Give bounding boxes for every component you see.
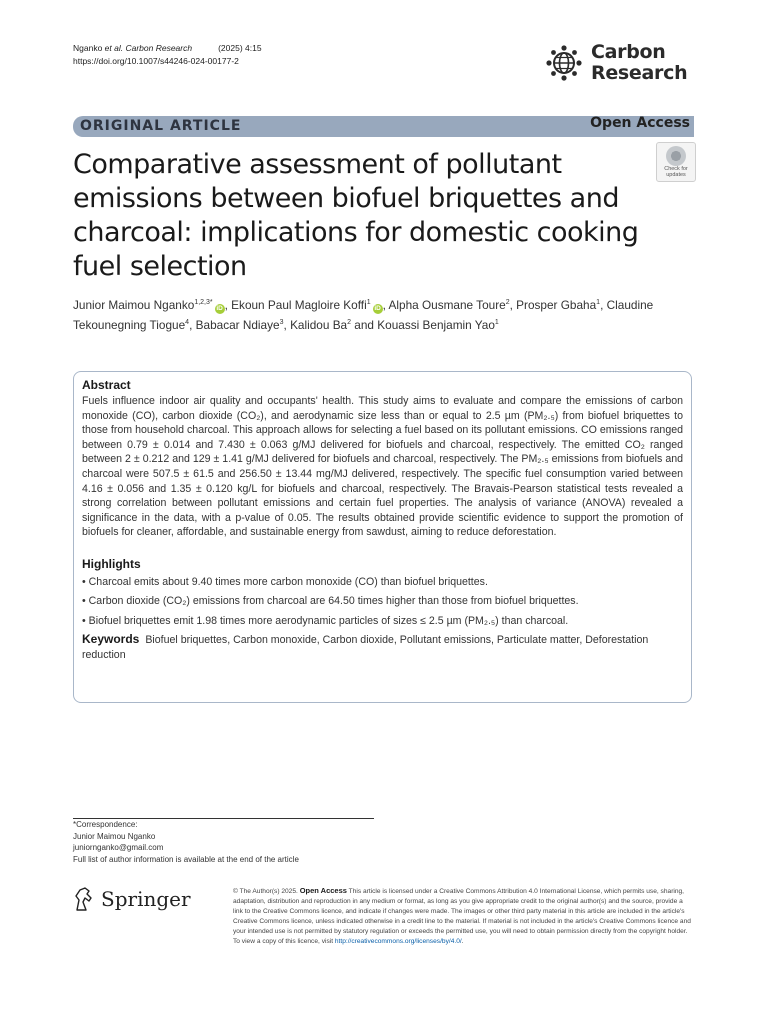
globe-network-icon — [546, 45, 582, 81]
journal-authors: Nganko — [73, 43, 105, 53]
highlights-section — [82, 556, 683, 632]
journal-name: et al. Carbon Research — [104, 43, 193, 53]
keywords-text: Biofuel briquettes, Carbon monoxide, Carbon dioxide, Pollutant emissions, Particulate matter, Deforestation reduction — [82, 634, 649, 662]
publisher-logo — [73, 886, 191, 912]
author-separator: , — [189, 318, 196, 332]
author-name: Junior Maimou Nganko — [73, 298, 195, 312]
author-affiliation: 1 — [596, 299, 601, 307]
journal-logo — [546, 42, 687, 84]
author-separator: , — [224, 298, 232, 312]
keywords-heading: Keywords — [82, 632, 140, 647]
author-affiliation: 3 — [279, 319, 284, 327]
author-name: Kouassi Benjamin Yao — [377, 318, 495, 332]
author-separator: , — [600, 298, 607, 312]
author-separator: , — [382, 298, 389, 312]
license-link[interactable]: http://creativecommons.org/licenses/by/4.0/ — [334, 938, 462, 945]
citation-line — [73, 42, 262, 55]
author-affiliation: 4 — [185, 319, 190, 327]
highlight-item: • Charcoal emits about 9.40 times more carbon monoxide (CO) than biofuel briquettes. — [82, 575, 488, 588]
author-affiliation: 2 — [347, 319, 352, 327]
author-separator: and — [351, 318, 378, 332]
corresponding-email[interactable]: juniornganko@gmail.com — [73, 843, 164, 852]
corresponding-author: Junior Maimou Nganko — [73, 831, 156, 841]
author-affiliation: 1 — [494, 319, 499, 327]
author-name: Ekoun Paul Magloire Koffi — [231, 298, 367, 312]
author-name: Kalidou Ba — [290, 318, 348, 332]
author-affiliation: 1,2,3* — [194, 299, 213, 307]
author-name: Babacar Ndiaye — [195, 318, 280, 332]
article-title: Comparative assessment of pollutant emissions between biofuel briquettes and charcoal: implications for domestic cooking fuel selection — [73, 149, 639, 282]
abstract-heading: Abstract — [82, 378, 131, 392]
year-volume: (2025) 4:15 — [218, 43, 262, 53]
check-for-updates-badge[interactable]: Check for updates — [656, 142, 696, 182]
publisher-name: Springer — [101, 887, 191, 911]
keywords — [82, 632, 683, 662]
open-access-inline: Open Access — [299, 886, 347, 895]
author-list — [73, 295, 693, 335]
author-separator: , — [509, 298, 517, 312]
logo-text: Carbon Research — [591, 41, 688, 84]
highlights-heading: Highlights — [82, 556, 141, 571]
author-separator: , — [283, 318, 291, 332]
running-header — [73, 42, 262, 68]
open-access-label: Open Access — [590, 115, 690, 131]
author-name: Prosper Gbaha — [516, 298, 597, 312]
highlight-item: • Carbon dioxide (CO₂) emissions from charcoal are 64.50 times higher than those from biofuel briquettes. — [82, 595, 579, 608]
highlight-item: • Biofuel briquettes emit 1.98 times more aerodynamic particles of sizes ≤ 2.5 µm (PM₂.₅) than charcoal. — [82, 614, 569, 627]
abstract-box — [73, 371, 692, 703]
author-affiliation: 2 — [505, 299, 510, 307]
orcid-icon[interactable]: iD — [216, 305, 223, 312]
doi-link[interactable]: https://doi.org/10.1007/s44246-024-00177-2 — [73, 56, 239, 66]
article-type: ORIGINAL ARTICLE — [80, 118, 242, 134]
author-affiliation: 1 — [366, 299, 371, 307]
author-name: Claudine Tekounegning Tiogue — [73, 298, 654, 332]
abstract-text: Fuels influence indoor air quality and occupants' health. This study aims to evaluate and compare the emissions of carbon monoxide (CO), carbon dioxide (CO₂), and aerodynamic size less than or equal to 2.5 µm (PM₂.₅) from biofuel briquettes to those from household charcoal. This approach allows for selecting a fuel based on its pollutant emissions. CO emissions ranged between 0.79 ± 0.014 and 7.430 ± 0.063 g/MJ delivered for biofuels and charcoal, respectively. The emitted CO₂ ranged between 2 ± 0.212 and 129 ± 1.41 g/MJ delivered for biofuels and charcoal, respectively. The PM₂.₅ emissions from biofuels and charcoal were 507.5 ± 61.5 and 256.50 ± 13.44 mg/MJ delivered, respectively. The specific fuel consumption varied between 4.16 ± 0.056 and 1.35 ± 0.120 kg/L for biofuels and charcoal, respectively. The Bravais-Pearson statistical tests revealed a strong correlation between pollutant emissions and certain fuel properties. The analysis of variance (ANOVA) revealed a significance in the data, with a p-value of 0.05. The results obtained provide scientific evidence to support the promotion of biofuels for cleaner, affordable, and sustainable energy from sawdust, aiming to reduce deforestation. — [82, 395, 683, 539]
article-type-band — [73, 116, 694, 137]
license-statement: © The Author(s) 2025. Open Access This article is licensed under a Creative Commons Attribution 4.0 International License, which permits use, sharing, adaptation, distribution and reproduction in any medium or format, as long as you give appropriate credit to the original author(s) and the source, provide a link to the Creative Commons licence, and indicate if changes were made. The images or other third party material in this article are included in the article's Creative Commons licence, unless indicated otherwise in a credit line to the material. If material is not included in the article's Creative Commons licence and your intended use is not permitted by statutory regulation or exceeds the permitted use, you will need to obtain permission directly from the copyright holder. To view a copy of this licence, visit http://creativecommons.org/licenses/by/4.0/. — [233, 886, 691, 945]
correspondence: *Correspondence: Junior Maimou Nganko juniornganko@gmail.com Full list of author information is available at the end of the article — [73, 820, 299, 864]
author-name: Alpha Ousmane Toure — [388, 298, 506, 312]
orcid-icon[interactable]: iD — [374, 305, 381, 312]
springer-horse-icon — [73, 886, 95, 912]
